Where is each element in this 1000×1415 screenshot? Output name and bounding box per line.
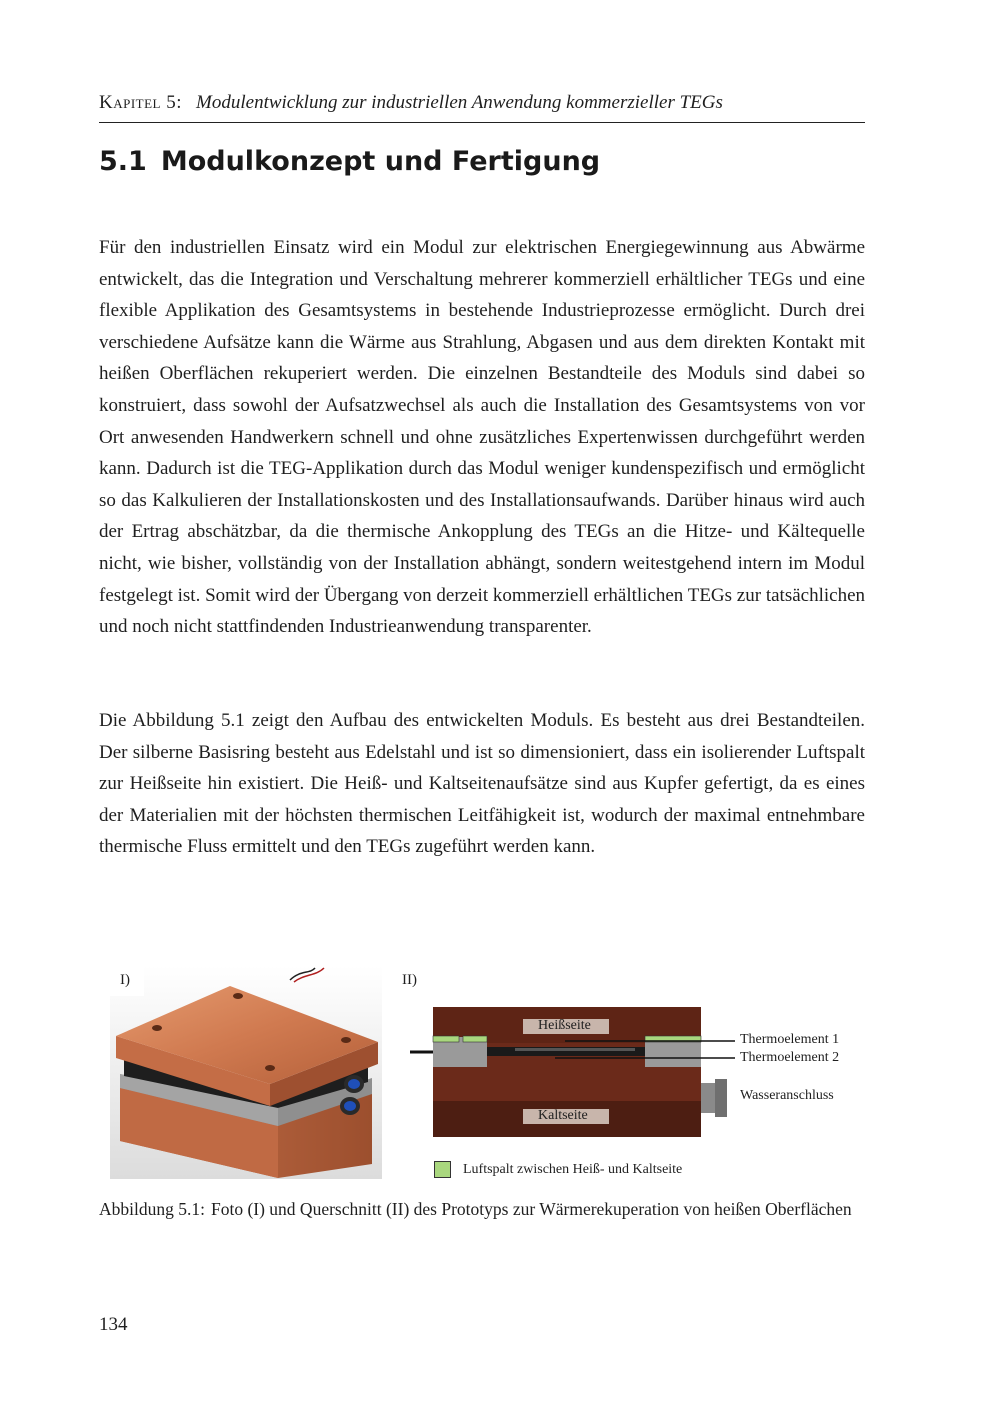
water-connection-label: Wasseranschluss [740,1088,834,1103]
panel-ii-label: II) [402,972,417,988]
thermocouple-channel [515,1048,635,1051]
paragraph-1: Für den industriellen Einsatz wird ein Modul zur elektrischen Energiegewinnung aus Abwärme entwickelt, das die Integration und Verschaltung mehrerer kommerziell erhältlicher TEGs und eine flexible Applikation des Gesamtsystems in bestehende Industrieprozesse ermöglicht. Durch drei verschiedene Aufsätze kann die Wärme aus Strahlung, Abgasen und aus dem direkten Kontakt mit heißen Oberflächen rekuperiert werden. Die einzelnen Bestandteile des Moduls sind dabei so konstruiert, dass sowohl der Aufsatzwechsel als auch die Installation des Gesamtsystems von vor Ort anwesenden Handwerkern schnell und ohne zusätzliches Expertenwissen durchgeführt werden kann. Dadurch ist die TEG-Applikation durch das Modul weniger kundenspezifisch und ermöglicht so das Kalkulieren der Installationskosten und des Installationsaufwands. Darüber hinaus wird auch der Ertrag abschätzbar, da die thermische Ankopplung des TEGs an die Hitze- und Kältequelle nicht, wie bisher, vollständig von der Installation abhängt, sondern weitestgehend intern im Modul festgelegt ist. Somit wird der Übergang von derzeit kommerziell erhältlichen TEGs zur tatsächlichen und noch nicht stattfindenden Industrieanwendung transparenter. [99,237,865,638]
thermoelement-2-label: Thermoelement 2 [740,1050,840,1065]
chapter-label: Kapitel 5: [99,92,183,113]
section-heading [99,146,600,177]
caption-text: Foto (I) und Querschnitt (II) des Prototyps zur Wärmerekuperation von heißen Oberflächen [210,1199,852,1219]
water-connector [701,1083,715,1113]
module-photo [110,966,382,1179]
chapter-title: Modulentwicklung zur industriellen Anwendung kommerzieller TEGs [196,92,723,113]
running-header [99,92,865,123]
page-number: 134 [99,1314,128,1335]
paragraph-2: Die Abbildung 5.1 zeigt den Aufbau des entwickelten Moduls. Es besteht aus drei Bestandteilen. Der silberne Basisring besteht aus Edelstahl und ist so dimensioniert, dass ein isolierender Luftspalt zur Heißseite hin existiert. Die Heiß- und Kaltseitenaufsätze sind aus Kupfer gefertigt, da es eines der Materialien mit der höchsten thermischen Leitfähigkeit ist, wodurch der maximal entnehmbare thermische Fluss ermittelt und den TEGs zugeführt werden kann. [99,710,865,858]
hot-side-label: Heißseite [538,1018,591,1033]
thermoelement-1-label: Thermoelement 1 [740,1032,840,1047]
cross-section-diagram [405,995,875,1155]
panel-i-label: I) [120,972,130,988]
air-gap-swatch [434,1161,451,1178]
figure-legend [434,1161,682,1178]
section-title: Modulkonzept und Fertigung [160,146,601,177]
cold-side-label: Kaltseite [538,1108,588,1123]
air-gap-left [433,1036,459,1042]
legend-text: Luftspalt zwischen Heiß- und Kaltseite [463,1161,683,1177]
air-gap-left-2 [463,1036,487,1042]
caption-label: Abbildung 5.1: [99,1199,205,1219]
water-connector-nut [715,1079,727,1117]
figure-caption [99,1198,865,1221]
section-number: 5.1 [99,146,147,177]
